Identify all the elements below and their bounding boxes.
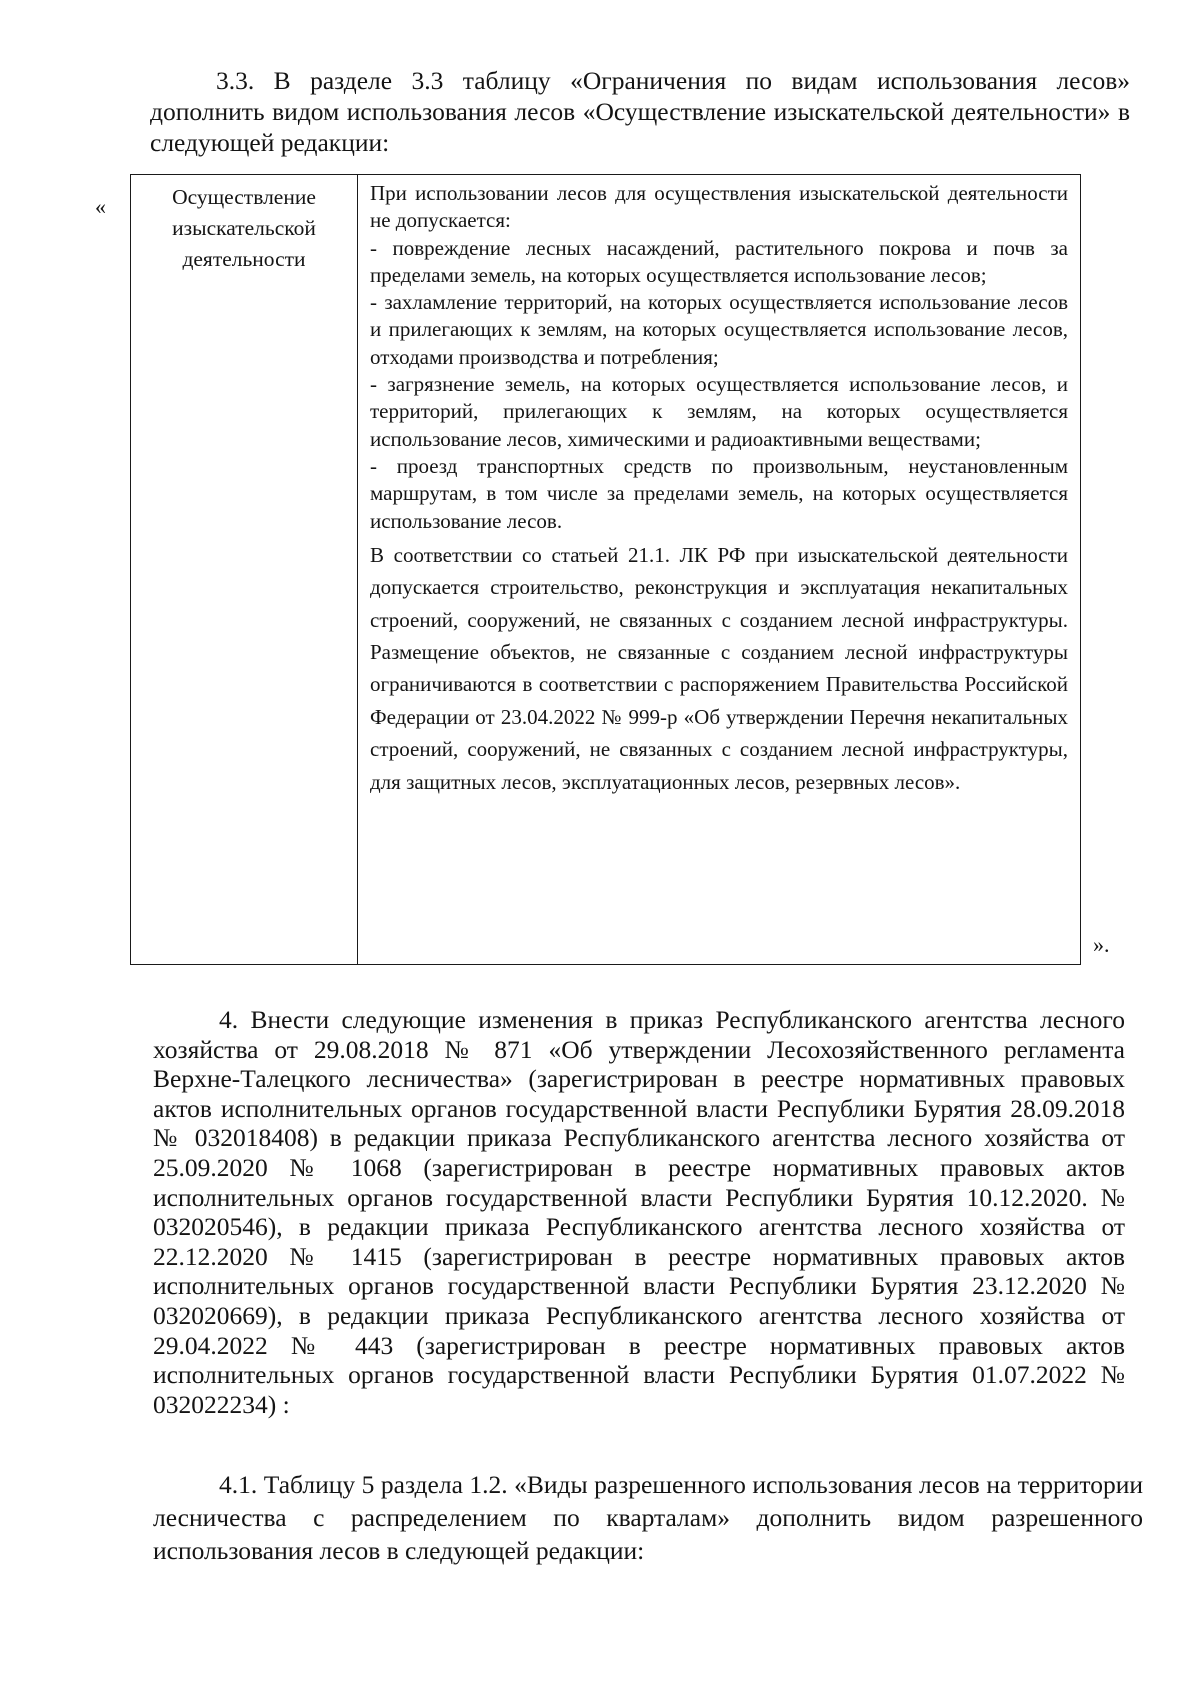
restriction-item: - повреждение лесных насаждений, растительного покрова и почв за пределами земель, на которых осуществляется использование лесов; (370, 235, 1068, 287)
table-open-quote: « (95, 194, 106, 219)
activity-type-text: Осуществление изыскательской деятельности (172, 185, 316, 271)
table-close-quote: ». (1093, 932, 1110, 957)
restrictions-table (130, 174, 1081, 965)
restriction-item: - захламление территорий, на которых осуществляется использование лесов и прилегающих к землям, на которых осуществляется использование лесов, отходами производства и потребления; (370, 290, 1068, 369)
restrictions-cell (358, 175, 1081, 965)
restrictions-intro: При использовании лесов для осуществления изыскательской деятельности не допускается: (370, 181, 1068, 233)
restriction-item: - загрязнение земель, на которых осуществляется использование лесов, и территорий, прилегающих к землям, на которых осуществляется использование лесов, химическими и радиоактивными веществами; (370, 372, 1068, 451)
section-3-3-paragraph: 3.3. В разделе 3.3 таблицу «Ограничения по видам использования лесов» дополнить видом использования лесов «Осуществление изыскательской деятельности» в следующей редакции: (150, 66, 1130, 158)
activity-type-cell (131, 175, 358, 965)
table-row (131, 175, 1081, 965)
restriction-item: - проезд транспортных средств по произвольным, неустановленным маршрутам, в том числе за пределами земель, на которых осуществляется использование лесов. (370, 453, 1068, 533)
restrictions-conclusion: В соответствии со статьей 21.1. ЛК РФ при изыскательской деятельности допускается строительство, реконструкция и эксплуатация некапитальных строений, сооружений, не связанных с созданием лесной инфраструктуры. Размещение объектов, не связанные с созданием лесной инфраструктуры ограничиваются в соответствии с распоряжением Правительства Российской Федерации от 23.04.2022 № 999-р «Об утверждении Перечня некапитальных строений, сооружений, не связанных с созданием лесной инфраструктуры, для защитных лесов, эксплуатационных лесов, резервных лесов». (370, 542, 1068, 794)
section-4-1-paragraph: 4.1. Таблицу 5 раздела 1.2. «Виды разрешенного использования лесов на территории лесничества с распределением по кварталам» дополнить видом разрешенного использования лесов в следующей редакции: (153, 1470, 1143, 1565)
section-4-paragraph: 4. Внести следующие изменения в приказ Республиканского агентства лесного хозяйства от 29.08.2018 № 871 «Об утверждении Лесохозяйственного регламента Верхне-Талецкого лесничества» (зарегистрирован в реестре нормативных правовых актов исполнительных органов государственной власти Республики Бурятия 28.09.2018 № 032018408) в редакции приказа Республиканского агентства лесного хозяйства от 25.09.2020 № 1068 (зарегистрирован в реестре нормативных правовых актов исполнительных органов государственной власти Республики Бурятия 10.12.2020. № 032020546), в редакции приказа Республиканского агентства лесного хозяйства от 22.12.2020 № 1415 (зарегистрирован в реестре нормативных правовых актов исполнительных органов государственной власти Республики Бурятия 23.12.2020 № 032020669), в редакции приказа Республиканского агентства лесного хозяйства от 29.04.2022 № 443 (зарегистрирован в реестре нормативных правовых актов исполнительных органов государственной власти Республики Бурятия 01.07.2022 № 032022234) : (153, 1005, 1125, 1419)
